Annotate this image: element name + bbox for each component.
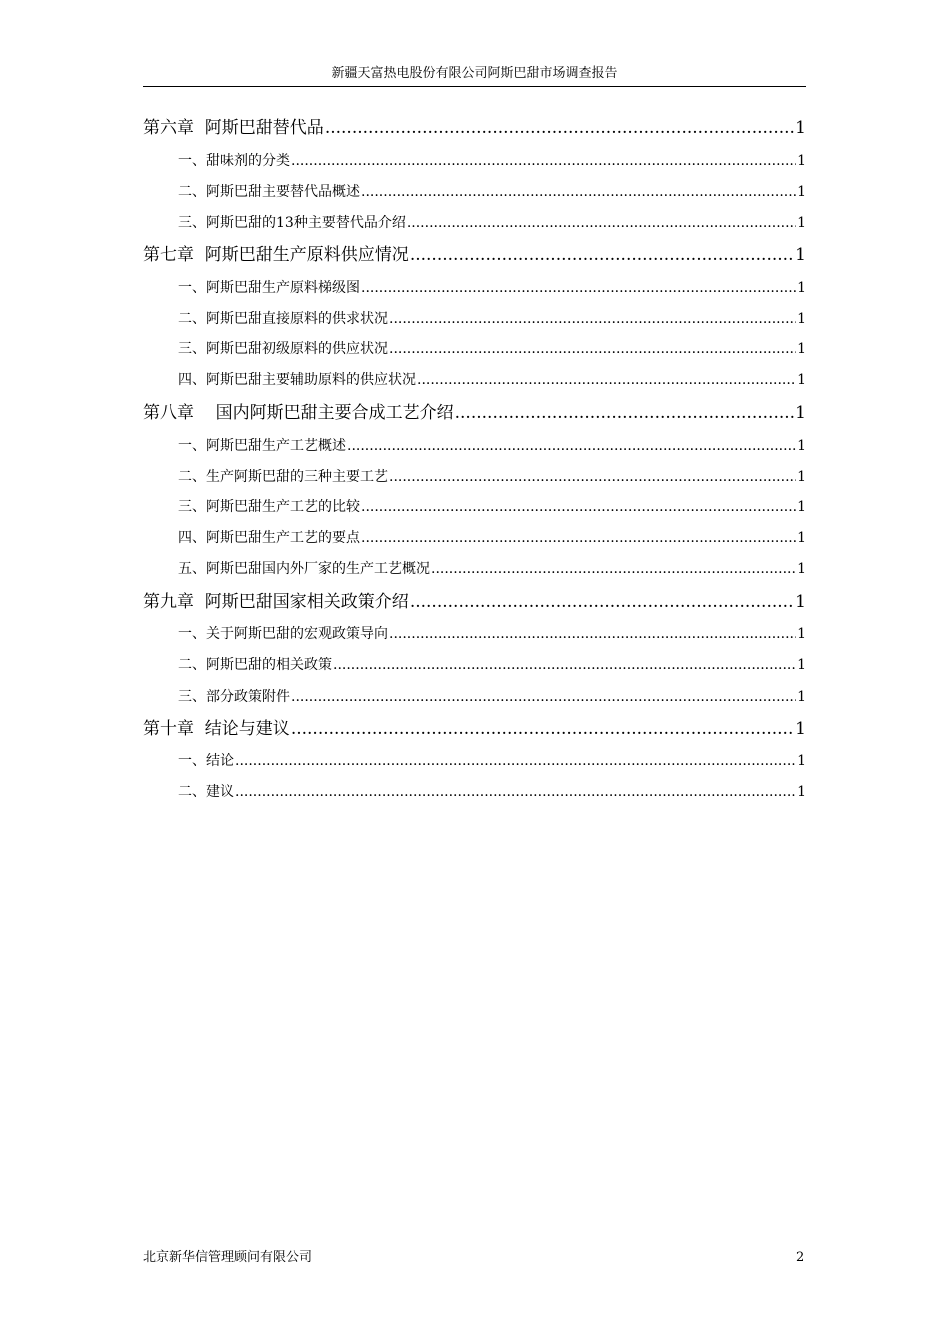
toc-section[interactable] <box>143 437 806 455</box>
toc-section[interactable] <box>143 688 806 706</box>
toc-section-label: 三、部分政策附件 <box>178 689 290 705</box>
toc-section-label: 一、结论 <box>178 753 234 769</box>
toc-leader <box>455 402 795 424</box>
toc-section[interactable] <box>143 183 806 201</box>
page-header-title: 新疆天富热电股份有限公司阿斯巴甜市场调查报告 <box>331 66 618 81</box>
toc-page-number: 1 <box>797 311 806 327</box>
toc-section[interactable] <box>143 560 806 578</box>
toc-leader <box>389 310 796 328</box>
toc-page-number: 1 <box>797 499 806 515</box>
toc-page-number: 1 <box>797 341 806 357</box>
toc-page-number: 1 <box>797 784 806 800</box>
toc-section-label: 二、阿斯巴甜主要替代品概述 <box>178 184 360 200</box>
toc-section[interactable] <box>143 498 806 516</box>
toc-page-number: 1 <box>797 372 806 388</box>
header-divider <box>143 86 806 87</box>
toc-section-label: 一、阿斯巴甜生产原料梯级图 <box>178 280 360 296</box>
toc-page-number: 1 <box>797 184 806 200</box>
toc-section[interactable] <box>143 152 806 170</box>
toc-leader <box>291 152 796 170</box>
toc-section[interactable] <box>143 752 806 770</box>
toc-section[interactable] <box>143 783 806 801</box>
toc-chapter-7[interactable] <box>143 244 806 266</box>
toc-leader <box>361 498 796 516</box>
toc-leader <box>347 437 796 455</box>
toc-leader <box>431 560 796 578</box>
toc-section-label: 二、阿斯巴甜的相关政策 <box>178 657 332 673</box>
toc-page-number: 1 <box>795 118 806 138</box>
toc-section[interactable] <box>143 625 806 643</box>
toc-section[interactable] <box>143 340 806 358</box>
toc-section-label: 一、甜味剂的分类 <box>178 153 290 169</box>
toc-section-label: 二、生产阿斯巴甜的三种主要工艺 <box>178 469 388 485</box>
toc-leader <box>361 183 796 201</box>
toc-leader <box>291 718 794 740</box>
toc-page-number: 1 <box>797 561 806 577</box>
toc-leader <box>389 340 796 358</box>
toc-section-label: 五、阿斯巴甜国内外厂家的生产工艺概况 <box>178 561 430 577</box>
toc-page-number: 1 <box>797 657 806 673</box>
toc-section-label: 四、阿斯巴甜生产工艺的要点 <box>178 530 360 546</box>
toc-section[interactable] <box>143 214 806 232</box>
toc-section[interactable] <box>143 468 806 486</box>
toc-leader <box>361 529 796 547</box>
toc-section-label: 四、阿斯巴甜主要辅助原料的供应状况 <box>178 372 416 388</box>
toc-section-label: 二、建议 <box>178 784 234 800</box>
toc-chapter-label: 第七章 阿斯巴甜生产原料供应情况 <box>143 245 409 265</box>
toc-page-number: 1 <box>797 215 806 231</box>
toc-page-number: 1 <box>795 245 806 265</box>
toc-chapter-label: 第十章 结论与建议 <box>143 719 290 739</box>
toc-leader <box>291 688 796 706</box>
toc-leader <box>361 279 796 297</box>
toc-page-number: 1 <box>797 280 806 296</box>
toc-page-number: 1 <box>795 719 806 739</box>
toc-page-number: 1 <box>797 438 806 454</box>
toc-leader <box>410 244 794 266</box>
toc-section-label: 二、阿斯巴甜直接原料的供求状况 <box>178 311 388 327</box>
toc-leader <box>407 214 796 232</box>
toc-leader <box>325 117 794 139</box>
toc-section[interactable] <box>143 310 806 328</box>
footer-page-number: 2 <box>796 1250 805 1265</box>
toc-leader <box>389 625 796 643</box>
toc-page-number: 1 <box>797 530 806 546</box>
toc-page-number: 1 <box>797 469 806 485</box>
toc-chapter-8[interactable] <box>143 402 806 424</box>
toc-section[interactable] <box>143 279 806 297</box>
toc-section-label: 三、阿斯巴甜生产工艺的比较 <box>178 499 360 515</box>
toc-chapter-label: 第六章 阿斯巴甜替代品 <box>143 118 324 138</box>
toc-section[interactable] <box>143 529 806 547</box>
toc-section-label: 三、阿斯巴甜的13种主要替代品介绍 <box>178 215 406 231</box>
toc-section[interactable] <box>143 371 806 389</box>
toc-page-number: 1 <box>795 592 806 612</box>
toc-leader <box>410 591 794 613</box>
toc-leader <box>417 371 796 389</box>
toc-leader <box>235 752 796 770</box>
toc-chapter-label: 第八章 国内阿斯巴甜主要合成工艺介绍 <box>143 403 454 423</box>
toc-page-number: 1 <box>797 153 806 169</box>
toc-leader <box>389 468 796 486</box>
toc-section-label: 一、关于阿斯巴甜的宏观政策导向 <box>178 626 388 642</box>
toc-page-number: 1 <box>797 626 806 642</box>
toc-chapter-6[interactable] <box>143 117 806 139</box>
toc-page-number: 1 <box>797 689 806 705</box>
toc-chapter-10[interactable] <box>143 718 806 740</box>
toc-leader <box>333 656 796 674</box>
toc-leader <box>235 783 796 801</box>
toc-section[interactable] <box>143 656 806 674</box>
toc-chapter-9[interactable] <box>143 591 806 613</box>
toc-page-number: 1 <box>797 753 806 769</box>
toc-section-label: 一、阿斯巴甜生产工艺概述 <box>178 438 346 454</box>
toc-chapter-label: 第九章 阿斯巴甜国家相关政策介绍 <box>143 592 409 612</box>
toc-page-number: 1 <box>795 403 806 423</box>
footer-company: 北京新华信管理顾问有限公司 <box>143 1250 313 1265</box>
toc-section-label: 三、阿斯巴甜初级原料的供应状况 <box>178 341 388 357</box>
